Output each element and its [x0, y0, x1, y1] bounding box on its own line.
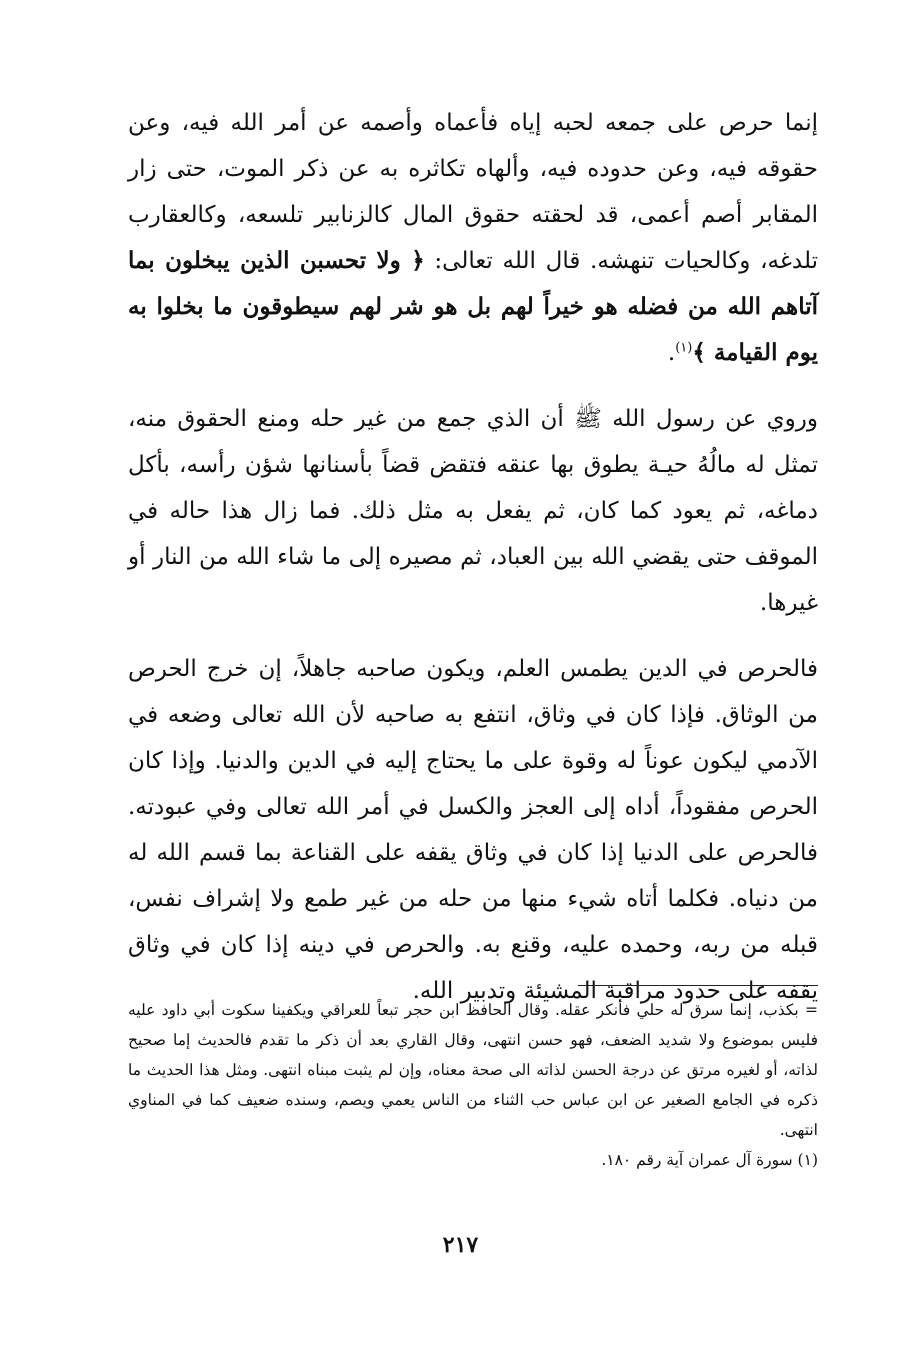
- footnote-continued: = بكذب، إنما سرق له حلي فأنكر عقله. وقال الحافظ ابن حجر تبعاً للعراقي ويكفينا سكوت أبي داود عليه فليس بموضوع ولا شديد الضعف، فهو حسن انتهى، وقال القاري بعد أن ذكر ما تقدم فالحديث إما صحيح لذاته، أو لغيره مرتق عن درجة الحسن لذاته الى صحة معناه، وإن لم يثبت مبناه انتهى. ومثل هذا الحديث ما ذكره في الجامع الصغير عن ابن عباس حب الثناء من الناس يعمي ويصم، وسنده ضعيف كما في المناوي انتهى.: [128, 1001, 818, 1139]
- quran-verse: ﴿ ولا تحسبن الذين يبخلون بما آتاهم الله من فضله هو خيراً لهم بل هو شر لهم سيطوقون ما بخلوا به يوم القيامة ﴾: [128, 247, 818, 366]
- main-text: [128, 100, 818, 1034]
- footnote-reference: (١): [675, 340, 693, 356]
- paragraph-1-end: .: [667, 340, 676, 366]
- page-number: ٢١٧: [442, 1232, 479, 1258]
- paragraph-1: [128, 100, 818, 376]
- paragraph-3: فالحرص في الدين يطمس العلم، ويكون صاحبه جاهلاً، إن خرج الحرص من الوثاق. فإذا كان في وثاق، انتفع به صاحبه لأن الله تعالى وضعه في الآدمي ليكون عوناً له وقوة على ما يحتاج إليه في الدين والدنيا. وإذا كان الحرص مفقوداً، أداه إلى العجز والكسل في أمر الله تعالى وفي عبودته. فالحرص على الدنيا إذا كان في وثاق يقفه على القناعة بما قسم الله له من دنياه. فكلما أتاه شيء منها من حله من غير طمع ولا إشراف نفس، قبله من ربه، وحمده عليه، وقنع به. والحرص في دينه إذا كان في وثاق يقفه على حدود مراقبة المشيئة وتدبير الله.: [128, 656, 818, 1004]
- footnotes: [128, 995, 818, 1175]
- paragraph-2: وروي عن رسول الله ﷺ أن الذي جمع من غير حله ومنع الحقوق منه، تمثل له مالُهُ حيـة يطوق بها عنقه فتقض قضاً بأسنانها شؤن رأسه، بأكل دماغه، ثم يعود كما كان، ثم يفعل به مثل ذلك. فما زال هذا حاله في الموقف حتى يقضي الله بين العباد، ثم مصيره إلى ما شاء الله من النار أو غيرها.: [128, 406, 818, 616]
- footnote-1: (١) سورة آل عمران آية رقم ١٨٠.: [601, 1151, 818, 1169]
- footnote-divider: [578, 985, 818, 986]
- paragraph-1-text: إنما حرص على جمعه لحبه إياه فأعماه وأصمه عن أمر الله فيه، وعن حقوقه فيه، وعن حدوده فيه، وألهاه تكاثره به عن ذكر الموت، حتى زار المقابر أصم أعمى، قد لحقته حقوق المال كالزنابير تلسعه، وكالعقارب تلدغه، وكالحيات تنهشه. قال الله تعالى:: [128, 110, 818, 274]
